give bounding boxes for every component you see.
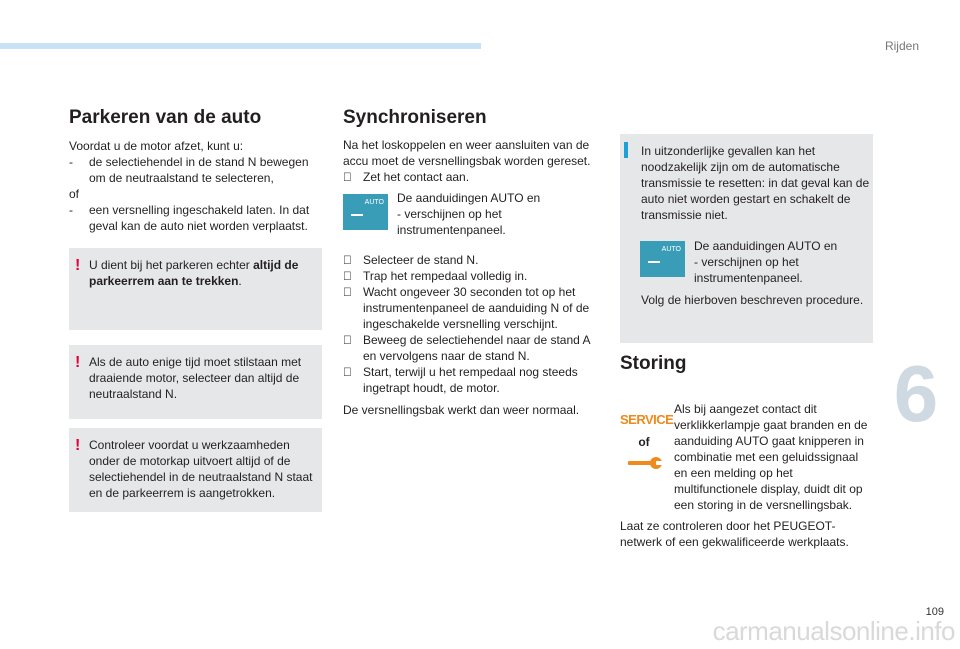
sync-steps (343, 252, 599, 396)
service-warning-icon (620, 412, 674, 472)
warning-icon: ! (75, 437, 81, 454)
list-item: Selecteer de stand N. (363, 253, 479, 267)
parking-text (69, 138, 319, 234)
list-item: - een versnelling ingeschakeld laten. In dat geval kan de auto niet worden verplaatst. (69, 203, 310, 233)
fault-text: Als bij aangezet contact dit verklikkerlampje gaat branden en de aanduiding AUTO gaat knipperen in combinatie met een geluidssignaal en een melding op het multifunctionele display, duidt dit op een storing in de versnellingsbak. (674, 402, 868, 512)
page-number: 109 (925, 606, 944, 618)
fault-title: Storing (620, 353, 687, 374)
warning-icon: ! (75, 354, 81, 371)
warning-text: Als de auto enige tijd moet stilstaan met draaiende motor, selecteer dan altijd de neutraalstand N. (89, 355, 302, 401)
parking-intro: Voordat u de motor afzet, kunt u: (69, 139, 244, 153)
fault-outro: Laat ze controleren door het PEUGEOT-netwerk of een gekwalificeerde werkplaats. (620, 519, 849, 549)
warning-box (69, 248, 322, 330)
list-item: Beweeg de selectiehendel naar de stand A en vervolgens naar de stand N. (363, 333, 590, 363)
info-box (620, 134, 873, 343)
sync-intro: Na het loskoppelen en weer aansluiten van de accu moet de versnellingsbak worden gereset. (343, 138, 591, 168)
list-item: Wacht ongeveer 30 seconden tot op het instrumentenpaneel de aanduiding N of de ingeschakelde versnelling verschijnt. (363, 285, 590, 331)
watermark: carmanualsonline.info (712, 616, 955, 646)
warning-icon: ! (75, 257, 81, 274)
list-item: Start, terwijl u het rempedaal nog steeds ingetrapt houdt, de motor. (363, 365, 578, 395)
service-label: SERVICE (620, 412, 674, 427)
warning-text: U dient bij het parkeren echter altijd de parkeerrem aan te trekken. (89, 258, 299, 288)
or-text: of (69, 187, 80, 201)
follow-text: Volg de hierboven beschreven procedure. (641, 293, 864, 307)
list-item: - de selectiehendel in de stand N bewegen om de neutraalstand te selecteren, (69, 155, 309, 185)
chapter-number: 6 (893, 349, 939, 438)
list-item: Zet het contact aan. (363, 170, 470, 184)
auto-description: De aanduidingen AUTO en - verschijnen op het instrumentenpaneel. (397, 191, 541, 237)
sync-outro: De versnellingsbak werkt dan weer normaal. (343, 403, 580, 417)
info-text: In uitzonderlijke gevallen kan het noodzakelijk zijn om de automatische transmissie te resetten: in dat geval kan de auto niet worden gestart en schakelt de transmissie niet. (641, 144, 870, 222)
warning-box (69, 345, 322, 419)
sync-title: Synchroniseren (343, 107, 487, 128)
warning-text: Controleer voordat u werkzaamheden onder de motorkap uitvoert altijd of de selectiehendel in de neutraalstand N staat en de parkeerrem is aangetrokken. (89, 438, 313, 500)
auto-indicator-icon: AUTO (343, 194, 388, 230)
section-title: Rijden (884, 39, 919, 53)
auto-description: De aanduidingen AUTO en - verschijnen op het instrumentenpaneel. (694, 239, 838, 285)
header-accent-bar (0, 43, 481, 49)
info-icon (624, 142, 628, 158)
auto-indicator-icon: AUTO (640, 241, 685, 277)
warning-box (69, 428, 322, 512)
or-label: of (638, 435, 650, 449)
parking-title: Parkeren van de auto (69, 107, 262, 128)
list-item: Trap het rempedaal volledig in. (363, 269, 528, 283)
wrench-icon (624, 456, 664, 470)
